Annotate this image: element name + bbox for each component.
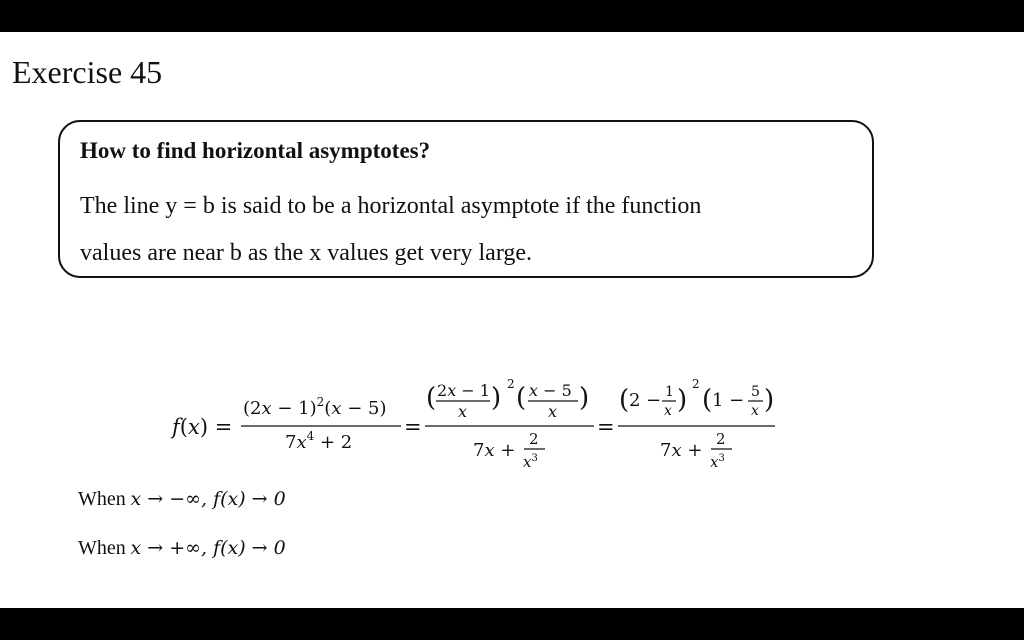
svg-text:(: ( (516, 383, 527, 413)
svg-text:): ) (677, 385, 688, 415)
svg-text:7x +: 7x + (660, 440, 703, 461)
svg-text:5: 5 (751, 384, 760, 400)
svg-text:(: ( (426, 383, 437, 413)
svg-text:x: x (751, 403, 759, 419)
svg-text:2: 2 (529, 430, 539, 448)
fraction-3-denominator (660, 430, 732, 471)
svg-text:2: 2 (507, 377, 515, 391)
equation (0, 360, 1024, 480)
svg-text:): ) (491, 383, 502, 413)
limit-expression: x → −∞, f(x) → 0 (130, 488, 286, 510)
svg-text:x − 5: x − 5 (529, 381, 572, 400)
svg-text:(: ( (619, 385, 630, 415)
svg-text:): ) (764, 385, 775, 415)
svg-text:1 −: 1 − (712, 390, 745, 411)
svg-text:2x − 1: 2x − 1 (437, 381, 490, 400)
exercise-title: Exercise 45 (12, 54, 163, 90)
fraction-1-numerator: $(2x - 1)^2(x - 5)$ (243, 395, 387, 419)
equation-lhs: f(x) = (172, 415, 233, 439)
fraction-1-denominator: $7x^4 + 2$ (285, 429, 353, 453)
svg-text:2: 2 (716, 430, 726, 448)
limit-positive-infinity (78, 537, 286, 560)
definition-line-1: The line y = b is said to be a horizontal asymptote if the function (80, 193, 702, 219)
fraction-2-numerator (426, 377, 589, 421)
top-black-bar (0, 0, 1024, 32)
svg-text:2 −: 2 − (629, 390, 662, 411)
limit-negative-infinity (78, 488, 286, 511)
svg-text:): ) (579, 383, 590, 413)
svg-text:1: 1 (665, 384, 674, 400)
definition-heading: How to find horizontal asymptotes? (80, 138, 431, 163)
fraction-3-numerator (619, 377, 774, 419)
limit-expression: x → +∞, f(x) → 0 (130, 537, 286, 559)
limit-word: When (78, 488, 126, 510)
equals-sign-1: = (404, 415, 422, 439)
svg-text:7x +: 7x + (473, 440, 516, 461)
fraction-2-denominator (473, 430, 545, 471)
svg-text:2: 2 (692, 377, 700, 391)
svg-text:x3: $x^3$ (710, 453, 725, 471)
limit-word: When (78, 537, 126, 559)
svg-text:x: x (458, 402, 468, 421)
definition-line-2: values are near b as the x values get very large. (80, 240, 533, 266)
svg-text:x3: $x^3$ (523, 453, 538, 471)
svg-text:x: x (548, 402, 558, 421)
bottom-black-bar (0, 608, 1024, 640)
definition-box (58, 120, 874, 278)
svg-text:(: ( (702, 385, 713, 415)
equals-sign-2: = (597, 415, 615, 439)
svg-text:x: x (664, 403, 672, 419)
